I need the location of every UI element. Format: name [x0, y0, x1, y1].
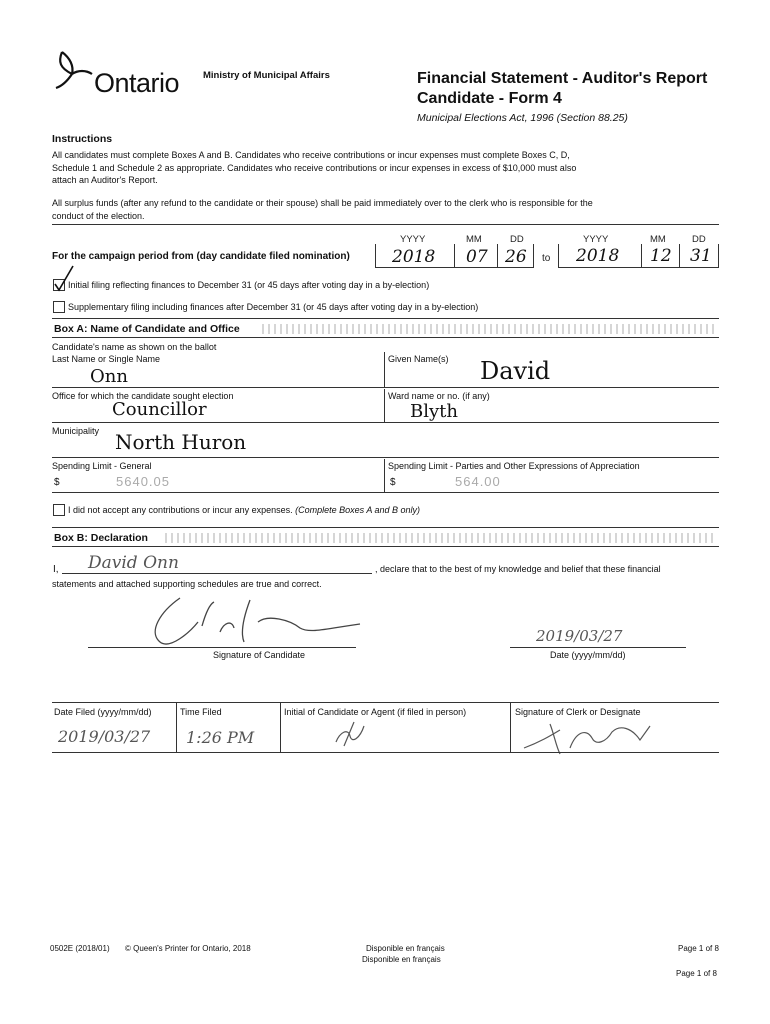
- given-name-value[interactable]: David: [480, 357, 551, 385]
- period-yyyy-label: YYYY: [400, 234, 426, 245]
- date-box-left-border: [558, 244, 559, 268]
- field-separator: [384, 459, 385, 492]
- initial-filing-label: Initial filing reflecting finances to December 31 (or 45 days after voting day in a by-election): [68, 280, 430, 290]
- page-number-2: Page 1 of 8: [676, 969, 717, 978]
- date-filed-value[interactable]: 2019/03/27: [58, 727, 151, 746]
- date-box-sep: [679, 244, 680, 268]
- date-underline: [375, 267, 533, 268]
- ministry-name: Ministry of Municipal Affairs: [203, 70, 330, 81]
- act-reference: Municipal Elections Act, 1996 (Section 88.25): [417, 112, 628, 124]
- field-separator: [384, 352, 385, 387]
- declaration-text-2: statements and attached supporting schedules are true and correct.: [52, 579, 322, 589]
- from-year[interactable]: 2018: [392, 247, 436, 267]
- limit-general-label: Spending Limit - General: [52, 461, 152, 471]
- last-name-label: Last Name or Single Name: [52, 354, 161, 364]
- shaded-band: [262, 324, 717, 334]
- date-filed-label: Date Filed (yyyy/mm/dd): [54, 707, 152, 717]
- candidate-signature: [140, 592, 370, 654]
- municipality-label: Municipality: [52, 426, 100, 436]
- shaded-band: [165, 533, 717, 543]
- time-filed-label: Time Filed: [180, 707, 222, 717]
- period-mm-label: MM: [466, 234, 482, 245]
- no-contributions-label: [68, 505, 420, 515]
- time-filed-value[interactable]: 1:26 PM: [186, 728, 255, 747]
- divider: [52, 457, 719, 458]
- divider: [52, 492, 719, 493]
- date-box-sep: [533, 244, 534, 268]
- date-label: Date (yyyy/mm/dd): [550, 650, 626, 660]
- instructions-para2-line1: All surplus funds (after any refund to the candidate or their spouse) shall be paid immediately over to the clerk who is responsible for the: [52, 198, 593, 208]
- clerk-signature-label: Signature of Clerk or Designate: [515, 707, 641, 717]
- no-contributions-note: (Complete Boxes A and B only): [295, 505, 421, 515]
- date-box-sep: [641, 244, 642, 268]
- box-a-heading: Box A: Name of Candidate and Office: [54, 323, 240, 335]
- ballot-note: Candidate's name as shown on the ballot: [52, 342, 217, 352]
- period-to-dd-label: DD: [692, 234, 706, 245]
- box-b-heading: Box B: Declaration: [54, 532, 148, 544]
- date-line: [510, 647, 686, 648]
- limit-parties-label: Spending Limit - Parties and Other Expressions of Appreciation: [388, 461, 640, 471]
- period-to-mm-label: MM: [650, 234, 666, 245]
- from-day[interactable]: 26: [505, 247, 527, 267]
- field-separator: [176, 702, 177, 752]
- french-availability-2: Disponible en français: [362, 955, 441, 964]
- initial-label: Initial of Candidate or Agent (if filed in person): [284, 707, 467, 717]
- office-label: Office for which the candidate sought election: [52, 391, 234, 401]
- to-day[interactable]: 31: [690, 246, 712, 266]
- declarant-name[interactable]: David Onn: [88, 553, 179, 573]
- french-availability: Disponible en français: [366, 944, 445, 953]
- from-month[interactable]: 07: [466, 247, 488, 267]
- divider: [52, 752, 719, 753]
- to-month[interactable]: 12: [650, 246, 672, 266]
- date-box-sep: [454, 244, 455, 268]
- divider: [52, 224, 719, 225]
- instructions-para1-line3: attach an Auditor's Report.: [52, 175, 158, 185]
- signature-label: Signature of Candidate: [213, 650, 306, 660]
- supplementary-filing-label: Supplementary filing including finances after December 31 (or 45 days after voting day in a by-election): [68, 302, 479, 312]
- instructions-heading: Instructions: [52, 133, 113, 145]
- divider: [52, 337, 719, 338]
- instructions-para1-line2: Schedule 1 and Schedule 2 as appropriate. Candidates who receive contributions or incur expenses in excess of $10,000 must also: [52, 162, 577, 173]
- trillium-icon: [50, 48, 96, 94]
- municipality-value[interactable]: North Huron: [115, 430, 247, 454]
- instructions-para2: [52, 197, 732, 222]
- divider: [52, 318, 719, 319]
- brand-wordmark: Ontario: [94, 68, 180, 98]
- field-separator: [510, 702, 511, 752]
- declaration-date[interactable]: 2019/03/27: [536, 627, 623, 645]
- instructions-para2-line2: conduct of the election.: [52, 210, 145, 221]
- agent-initial: [330, 718, 370, 750]
- form-title: [417, 70, 707, 124]
- page-number: Page 1 of 8: [678, 944, 719, 953]
- period-label: For the campaign period from (day candidate filed nomination): [52, 251, 350, 262]
- ontario-logo: [46, 48, 196, 98]
- divider: [52, 702, 719, 703]
- declaration-text: , declare that to the best of my knowledge and belief that these financial: [375, 564, 661, 574]
- limit-general-value[interactable]: 5640.05: [116, 474, 170, 489]
- last-name-value[interactable]: Onn: [90, 366, 128, 387]
- date-box-sep: [497, 244, 498, 268]
- date-underline: [558, 267, 718, 268]
- field-separator: [384, 389, 385, 422]
- to-year[interactable]: 2018: [576, 246, 620, 266]
- divider: [52, 546, 719, 547]
- date-box-sep: [718, 244, 719, 268]
- limit-general-dollar: $: [54, 477, 60, 488]
- ward-value[interactable]: Blyth: [410, 401, 458, 422]
- instructions-para1: [52, 149, 732, 187]
- form-title-line2: Candidate - Form 4: [417, 90, 562, 107]
- limit-parties-value[interactable]: 564.00: [455, 474, 501, 489]
- period-dd-label: DD: [510, 234, 524, 245]
- given-name-label: Given Name(s): [388, 354, 449, 364]
- signature-line: [88, 647, 356, 648]
- to-label: to: [542, 253, 551, 264]
- form-title-line1: Financial Statement - Auditor's Report: [417, 70, 708, 87]
- no-contributions-checkbox[interactable]: [53, 504, 65, 516]
- supplementary-filing-checkbox[interactable]: [53, 301, 65, 313]
- limit-parties-dollar: $: [390, 477, 396, 488]
- field-separator: [280, 702, 281, 752]
- divider: [52, 527, 719, 528]
- declarant-underline: [62, 573, 372, 574]
- period-to-yyyy-label: YYYY: [583, 234, 609, 245]
- divider: [52, 387, 719, 388]
- divider: [52, 422, 719, 423]
- office-value[interactable]: Councillor: [112, 399, 207, 420]
- form-code: 0502E (2018/01): [50, 944, 110, 953]
- copyright: © Queen's Printer for Ontario, 2018: [125, 944, 251, 953]
- declaration-prefix: I,: [53, 564, 59, 575]
- instructions-para1-line1: All candidates must complete Boxes A and B. Candidates who receive contributions or incur expenses must complete Boxes C, D,: [52, 150, 570, 160]
- date-box-left-border: [375, 244, 376, 268]
- ward-label: Ward name or no. (if any): [388, 391, 490, 401]
- no-contributions-text: I did not accept any contributions or incur any expenses.: [68, 505, 293, 515]
